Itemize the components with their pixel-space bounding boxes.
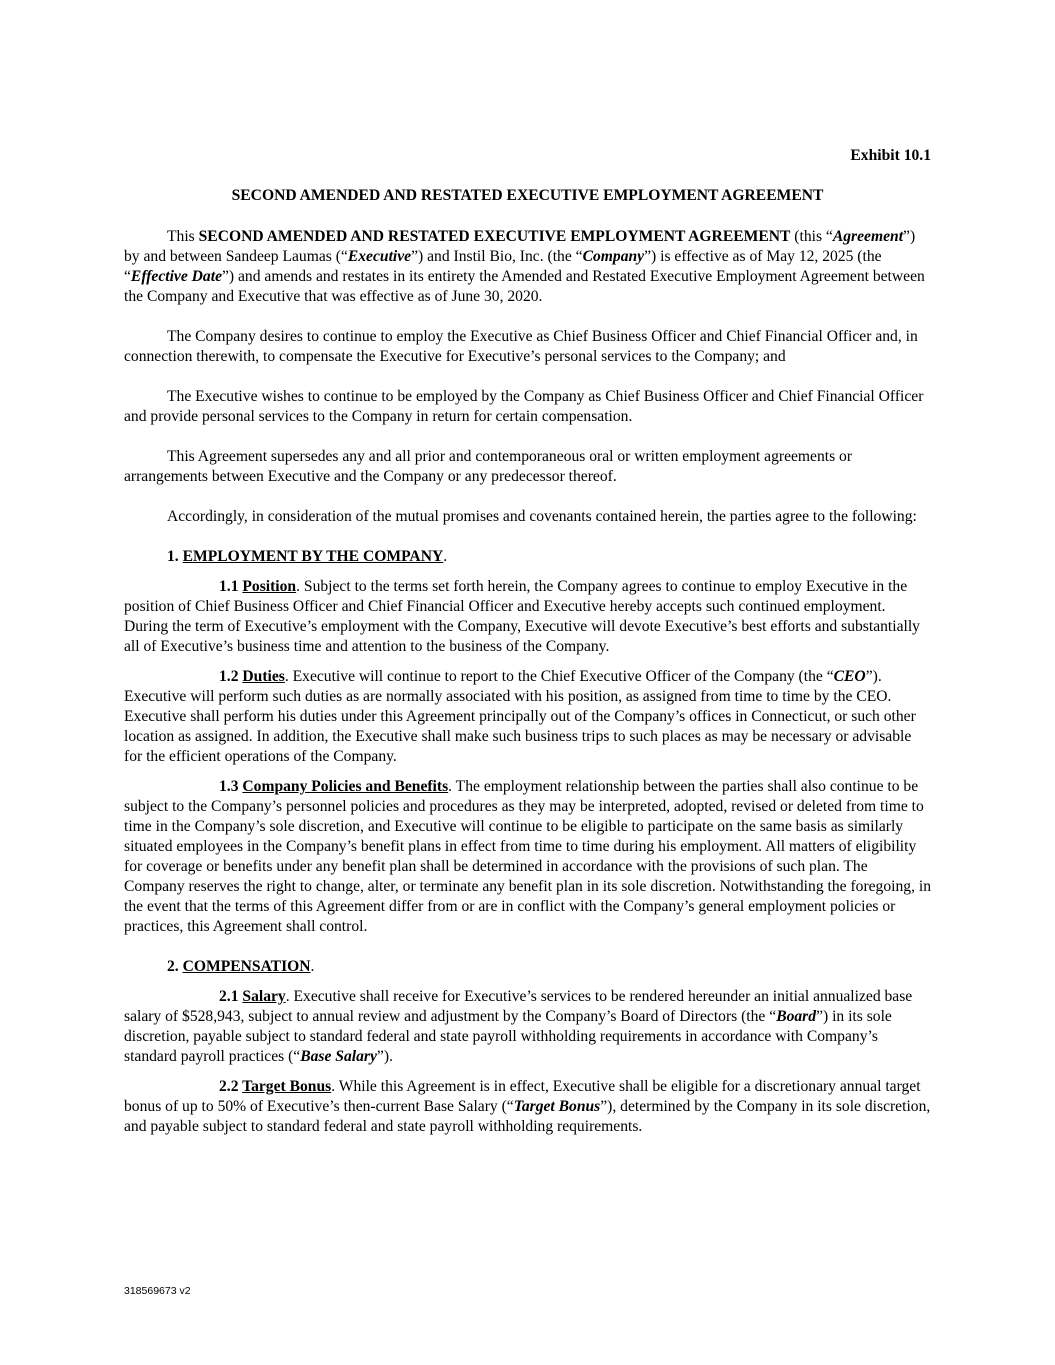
section-1-2: 1.2 Duties. Executive will continue to report to the Chief Executive Officer of the Company (the “CEO”). Executive will perform such duties as are normally associated with his position, as assigned from time to time by the CEO. Executive shall perform his duties under this Agreement principally out of the Company’s offices in Connecticut, or such other location as assigned. In addition, the Executive shall make such business trips to such places as may be necessary or advisable for the efficient operations of the Company.	[124, 668, 916, 765]
recital-paragraph: The Company desires to continue to employ the Executive as Chief Business Officer and Chief Financial Officer and, in connection therewith, to compensate the Executive for Executive’s personal services to the Company; and	[124, 328, 918, 365]
recital-paragraph: This Agreement supersedes any and all prior and contemporaneous oral or written employment agreements or arrangements between Executive and the Company or any predecessor thereof.	[124, 448, 853, 485]
exhibit-label: Exhibit 10.1	[850, 147, 931, 164]
section-1-1: 1.1 Position. Subject to the terms set forth herein, the Company agrees to continue to employ Executive in the position of Chief Business Officer and Chief Financial Officer and Executive hereby accepts such continued employment. During the term of Executive’s employment with the Company, Executive will devote Executive’s best efforts and substantially all of Executive’s business time and attention to the business of the Company.	[124, 578, 920, 655]
document-body	[124, 227, 932, 1147]
section-1-3: 1.3 Company Policies and Benefits. The employment relationship between the parties shall also continue to be subject to the Company’s personnel policies and procedures as they may be interpreted, adopted, revised or deleted from time to time in the Company’s sole discretion, and Executive will continue to be eligible to participate on the same basis as similarly situated employees in the Company’s benefit plans in effect from time to time during his employment. All matters of eligibility for coverage or benefits under any benefit plan shall be determined in accordance with the provisions of such plan. The Company reserves the right to change, alter, or terminate any benefit plan in its sole discretion. Notwithstanding the foregoing, in the event that the terms of this Agreement differ from or are in conflict with the Company’s general employment policies or practices, this Agreement shall control.	[124, 778, 932, 935]
agreement-title: SECOND AMENDED AND RESTATED EXECUTIVE EMPLOYMENT AGREEMENT	[231, 187, 824, 204]
section-1-heading: 1. EMPLOYMENT BY THE COMPANY.	[167, 548, 448, 565]
intro-paragraph: This SECOND AMENDED AND RESTATED EXECUTIVE EMPLOYMENT AGREEMENT (this “Agreement”) by and between Sandeep Laumas (“Executive”) and Instil Bio, Inc. (the “Company”) is effective as of May 12, 2025 (the “Effective Date”) and amends and restates in its entirety the Amended and Restated Executive Employment Agreement between the Company and Executive that was effective as of June 30, 2020.	[124, 228, 925, 305]
section-2-1: 2.1 Salary. Executive shall receive for Executive’s services to be rendered hereunder an initial annualized base salary of $528,943, subject to annual review and adjustment by the Company’s Board of Directors (the “Board”) in its sole discretion, payable subject to standard federal and state payroll withholding requirements in accordance with Company’s standard payroll practices (“Base Salary”).	[124, 988, 913, 1065]
recital-paragraph: Accordingly, in consideration of the mutual promises and covenants contained herein, the parties agree to the following:	[167, 508, 917, 525]
section-2-heading: 2. COMPENSATION.	[167, 958, 315, 975]
recital-paragraph: The Executive wishes to continue to be employed by the Company as Chief Business Officer and Chief Financial Officer and provide personal services to the Company in return for certain compensation.	[124, 388, 924, 425]
document-id-footer: 318569673 v2	[124, 1285, 191, 1297]
section-2-2: 2.2 Target Bonus. While this Agreement is in effect, Executive shall be eligible for a discretionary annual target bonus of up to 50% of Executive’s then-current Base Salary (“Target Bonus”), determined by the Company in its sole discretion, and payable subject to standard federal and state payroll withholding requirements.	[124, 1078, 931, 1135]
